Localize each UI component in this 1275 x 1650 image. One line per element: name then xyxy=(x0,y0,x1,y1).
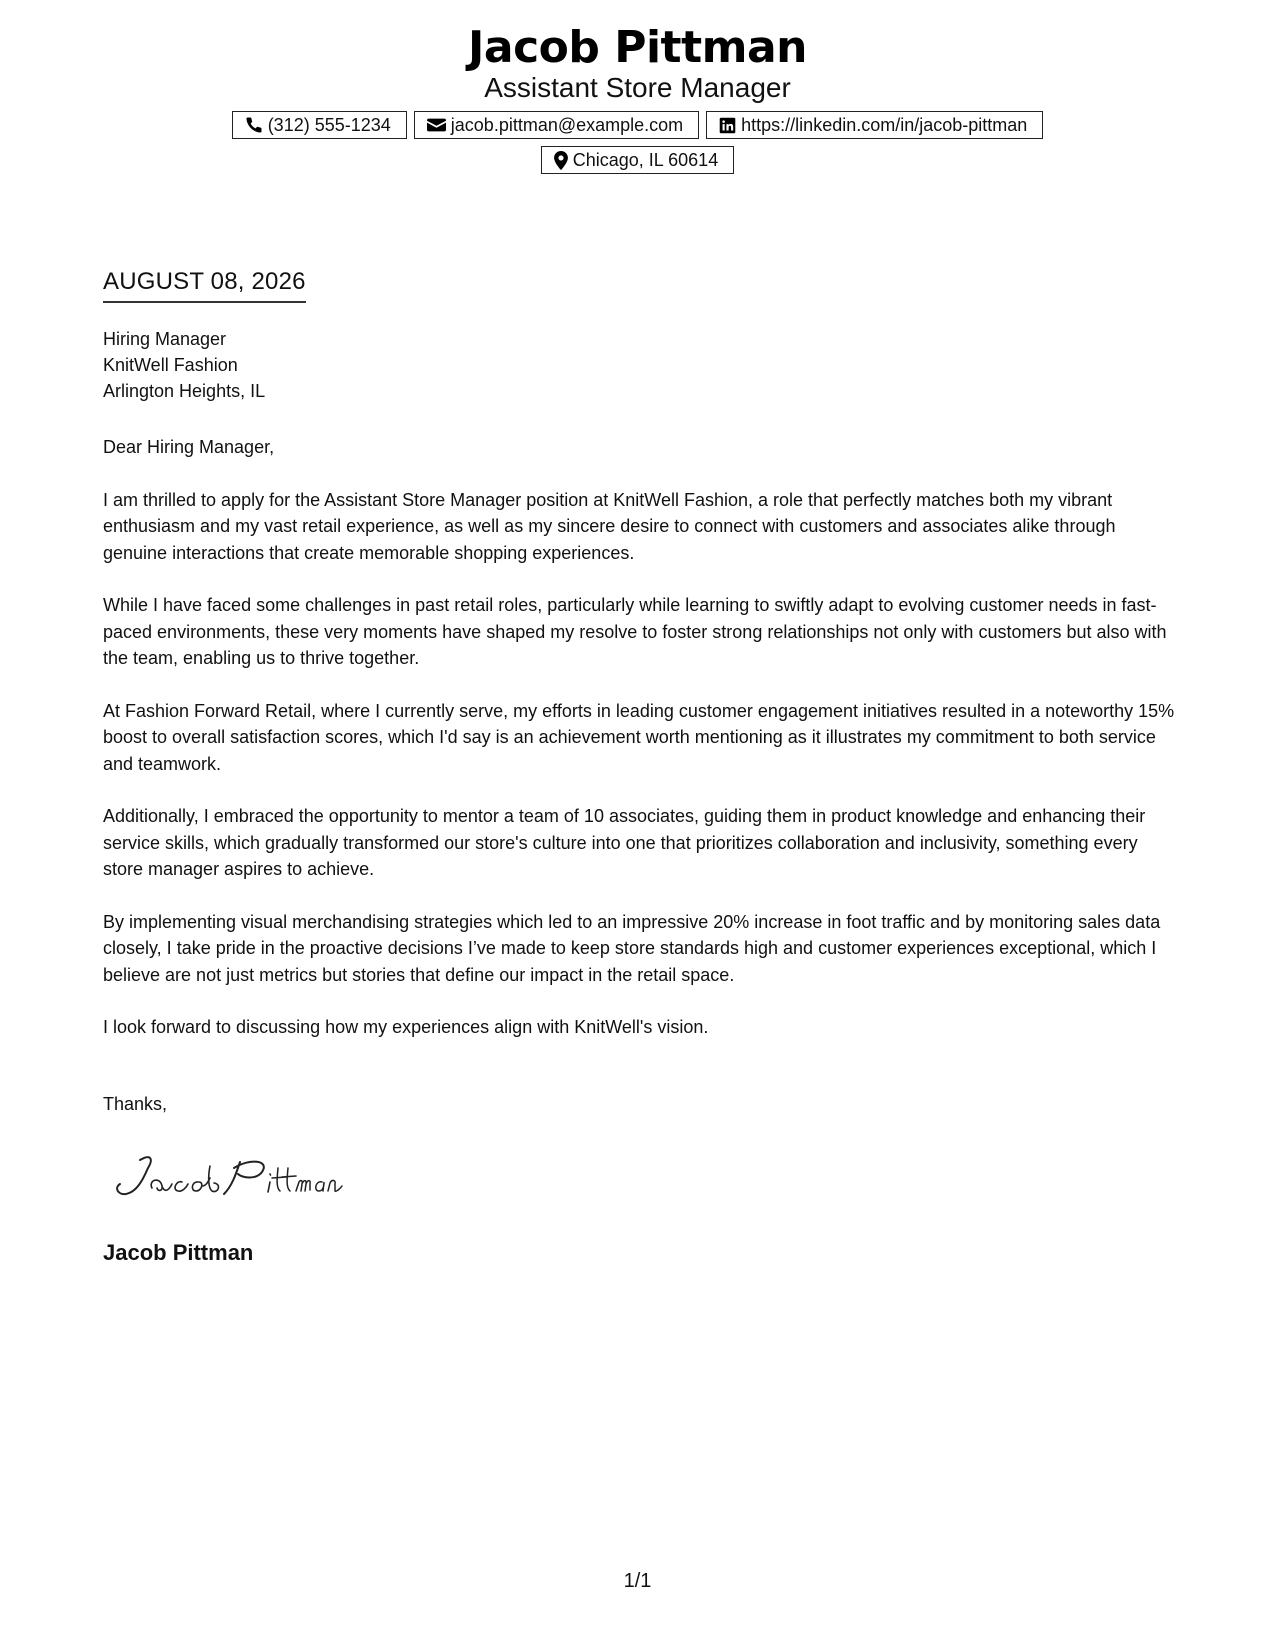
body-paragraph: Additionally, I embraced the opportunity to mentor a team of 10 associates, guiding them in product knowledge and enhancing their service skills, which gradually transformed our store's culture into one that prioritizes collaboration and inclusivity, something every store manager aspires to achieve. xyxy=(103,806,1146,879)
recipient-block xyxy=(103,326,265,404)
envelope-icon xyxy=(427,117,446,133)
linkedin-icon xyxy=(719,117,736,134)
applicant-title: Assistant Store Manager xyxy=(484,72,791,103)
phone-contact[interactable] xyxy=(232,111,407,139)
page-number: 1/1 xyxy=(623,1570,652,1592)
email-text: jacob.pittman@example.com xyxy=(450,114,684,135)
location-contact xyxy=(541,146,734,174)
letter-header xyxy=(0,22,1275,174)
body-paragraph: While I have faced some challenges in past retail roles, particularly while learning to swiftly adapt to evolving customer needs in fast-paced environments, these very moments have shaped my resolve to foster strong relationships not only with customers but also with the team, enabling us to thrive together. xyxy=(103,595,1167,668)
body-paragraph: By implementing visual merchandising strategies which led to an impressive 20% increase in foot traffic and by monitoring sales data closely, I take pride in the proactive decisions I’ve made to keep store standards high and customer experiences exceptional, which I believe are not just metrics but stories that define our impact in the retail space. xyxy=(103,911,1161,985)
linkedin-text: https://linkedin.com/in/jacob-pittman xyxy=(741,114,1028,135)
body-paragraph: At Fashion Forward Retail, where I currently serve, my efforts in leading customer engagement initiatives resulted in a noteworthy 15% boost to overall satisfaction scores, which I'd say is an achievement worth mentioning as it illustrates my commitment to both service and teamwork. xyxy=(103,700,1175,774)
body-paragraph: I look forward to discussing how my experiences align with KnitWell's vision. xyxy=(103,1017,709,1037)
phone-text: (312) 555-1234 xyxy=(267,114,391,135)
body-paragraph: I am thrilled to apply for the Assistant Store Manager position at KnitWell Fashion, a role that perfectly matches both my vibrant enthusiasm and my vast retail experience, as well as my sincere desire to connect with customers and associates alike through genuine interactions that create memorable shopping experiences. xyxy=(103,489,1116,563)
email-contact[interactable] xyxy=(414,111,699,139)
location-text: Chicago, IL 60614 xyxy=(572,149,719,170)
contact-row xyxy=(0,111,1275,139)
signer-name: Jacob Pittman xyxy=(103,1240,254,1265)
linkedin-contact[interactable] xyxy=(706,111,1043,139)
closing: Thanks, xyxy=(103,1094,168,1114)
letter-date: AUGUST 08, 2026 xyxy=(103,268,306,303)
recipient-company: KnitWell Fashion xyxy=(103,355,238,375)
map-pin-icon xyxy=(554,151,568,170)
recipient-location: Arlington Heights, IL xyxy=(103,381,266,401)
recipient-line: Hiring Manager xyxy=(103,329,227,349)
letter-body xyxy=(103,434,1178,1067)
salutation: Dear Hiring Manager, xyxy=(103,437,275,457)
signature-image xyxy=(110,1148,350,1213)
contact-row-secondary xyxy=(0,146,1275,174)
applicant-name: Jacob Pittman xyxy=(468,22,807,73)
phone-icon xyxy=(245,116,263,134)
